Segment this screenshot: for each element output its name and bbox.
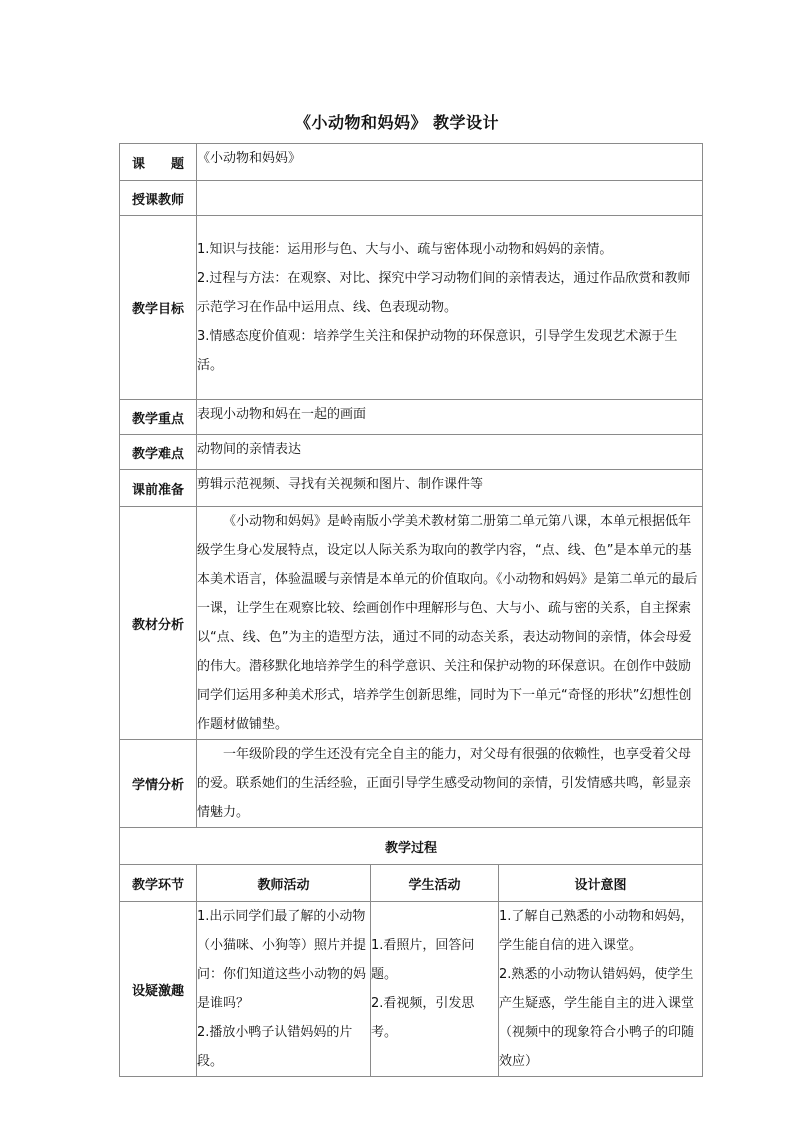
label-material: 教材分析 bbox=[120, 507, 197, 740]
value-preparation: 剪辑示范视频、寻找有关视频和图片、制作课件等 bbox=[197, 470, 703, 507]
label-students: 学情分析 bbox=[120, 740, 197, 828]
value-key-points: 表现小动物和妈在一起的画面 bbox=[197, 400, 703, 435]
row-goals bbox=[120, 216, 703, 400]
teacher-activity bbox=[197, 902, 371, 1077]
row-students bbox=[120, 740, 703, 828]
label-key-points: 教学重点 bbox=[120, 400, 197, 435]
row-material bbox=[120, 507, 703, 740]
lesson-plan-table bbox=[119, 143, 703, 1077]
design-intent bbox=[499, 902, 703, 1077]
design-intent-item: 2.熟悉的小动物认错妈妈，使学生产生疑惑，学生能自主的进入课堂（视频中的现象符合小鸭子的印随效应） bbox=[499, 967, 695, 1069]
page-title: 《小动物和妈妈》 教学设计 bbox=[294, 113, 500, 132]
row-process-header bbox=[120, 865, 703, 902]
value-teacher bbox=[197, 181, 703, 216]
student-activity-item: 2.看视频，引发思考。 bbox=[371, 996, 475, 1040]
label-preparation: 课前准备 bbox=[120, 470, 197, 507]
header-teacher-activity: 教师活动 bbox=[197, 865, 371, 902]
process-section-title: 教学过程 bbox=[120, 828, 703, 865]
goal-item: 3.情感态度价值观：培养学生关注和保护动物的环保意识，引导学生发现艺术源于生活。 bbox=[197, 329, 678, 373]
stage-name: 设疑激趣 bbox=[120, 902, 197, 1077]
teacher-activity-item: 1.出示同学们最了解的小动物（小猫咪、小狗等）照片并提问：你们知道这些小动物的妈是谁吗？ bbox=[197, 909, 367, 1011]
row-key-points bbox=[120, 400, 703, 435]
label-goals: 教学目标 bbox=[120, 216, 197, 400]
teacher-activity-item: 2.播放小鸭子认错妈妈的片段。 bbox=[197, 1025, 353, 1069]
student-activity bbox=[371, 902, 499, 1077]
row-process-stage bbox=[120, 902, 703, 1077]
row-preparation bbox=[120, 470, 703, 507]
label-teacher: 授课教师 bbox=[120, 181, 197, 216]
row-process-title bbox=[120, 828, 703, 865]
value-goals bbox=[197, 216, 703, 400]
material-text: 《小动物和妈妈》是岭南版小学美术教材第二册第二单元第八课，本单元根据低年级学生身心发展特点，设定以人际关系为取向的教学内容，“点、线、色”是本单元的基本美术语言，体验温暖与亲情是本单元的价值取向。《小动物和妈妈》是第二单元的最后一课，让学生在观察比较、绘画创作中理解形与色、大与小、疏与密的关系，自主探索以“点、线、色”为主的造型方法，通过不同的动态关系，表达动物间的亲情，体会母爱的伟大。潜移默化地培养学生的科学意识、关注和保护动物的环保意识。在创作中鼓励同学们运用多种美术形式，培养学生创新思维，同时为下一单元“奇怪的形状”幻想性创作题材做铺垫。 bbox=[197, 514, 698, 732]
header-design-intent: 设计意图 bbox=[499, 865, 703, 902]
value-material bbox=[197, 507, 703, 740]
label-difficulties: 教学难点 bbox=[120, 435, 197, 470]
label-topic: 课 题 bbox=[120, 144, 197, 181]
goal-item: 1.知识与技能：运用形与色、大与小、疏与密体现小动物和妈妈的亲情。 bbox=[197, 242, 613, 257]
goal-item: 2.过程与方法：在观察、对比、探究中学习动物们间的亲情表达，通过作品欣赏和教师示范学习在作品中运用点、线、色表现动物。 bbox=[197, 271, 691, 315]
value-students bbox=[197, 740, 703, 828]
row-topic bbox=[120, 144, 703, 181]
value-topic: 《小动物和妈妈》 bbox=[197, 144, 703, 181]
student-activity-item: 1.看照片，回答问题。 bbox=[371, 938, 475, 982]
row-difficulties bbox=[120, 435, 703, 470]
header-stage: 教学环节 bbox=[120, 865, 197, 902]
row-teacher bbox=[120, 181, 703, 216]
students-text: 一年级阶段的学生还没有完全自主的能力，对父母有很强的依赖性，也享受着父母的爱。联系她们的生活经验，正面引导学生感受动物间的亲情，引发情感共鸣，彰显亲情魅力。 bbox=[197, 747, 692, 820]
value-difficulties: 动物间的亲情表达 bbox=[197, 435, 703, 470]
header-student-activity: 学生活动 bbox=[371, 865, 499, 902]
design-intent-item: 1.了解自己熟悉的小动物和妈妈，学生能自信的进入课堂。 bbox=[499, 909, 694, 953]
